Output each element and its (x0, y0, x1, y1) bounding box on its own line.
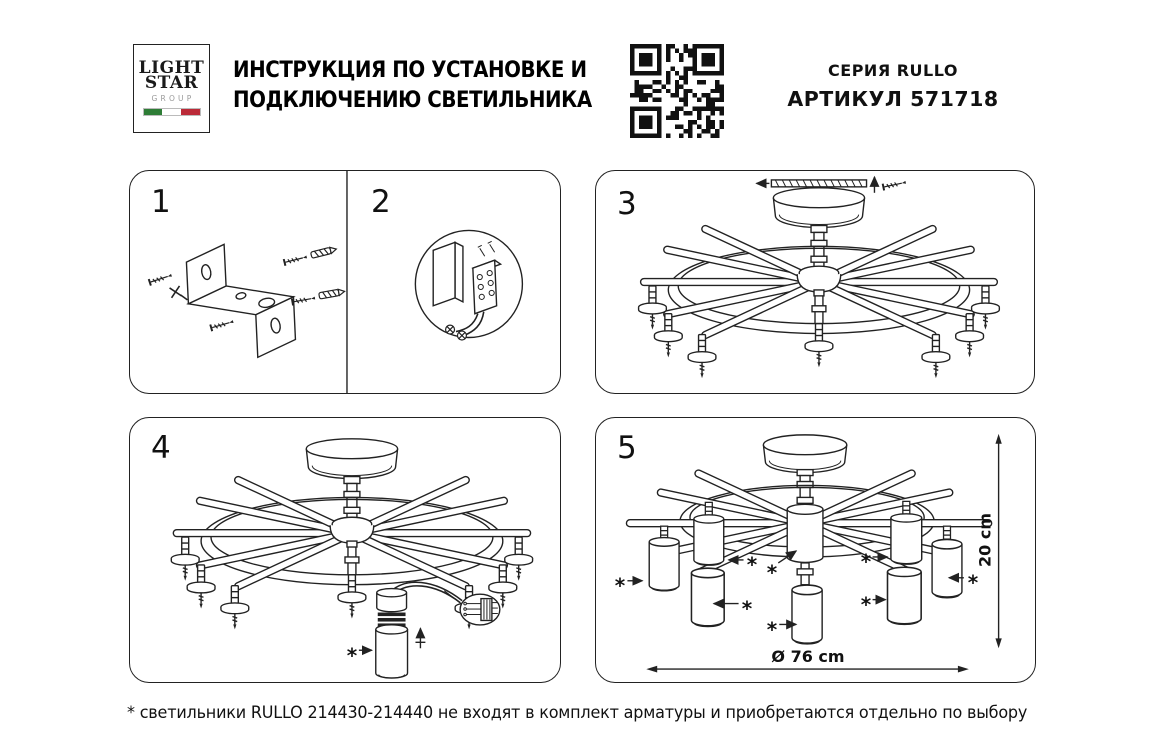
screw-icon (883, 179, 907, 191)
connector-detail (444, 591, 500, 625)
logo-word-light: LIGHT (138, 58, 205, 78)
asterisk-marker: * (346, 643, 358, 668)
page-title (233, 56, 592, 116)
step-number-5: 5 (617, 430, 637, 466)
asterisk-marker: * (766, 617, 778, 642)
title-line-1: ИНСТРУКЦИЯ ПО УСТАНОВКЕ И (233, 58, 587, 83)
step-number-1: 1 (151, 184, 171, 220)
diameter-dimension-label: Ø 76 cm (771, 647, 845, 666)
logo-word-star: STAR (144, 73, 199, 93)
step-panel-4 (129, 417, 561, 683)
detail-circle (415, 230, 522, 337)
asterisk-marker: * (766, 560, 778, 585)
final-assembly-diagram (596, 418, 1035, 682)
step-panel-3 (595, 170, 1035, 394)
footnote: * светильники RULLO 214430-214440 не входят в комплект арматуры и приобретаются отдельно по выбору (127, 703, 1028, 722)
asterisk-marker: * (746, 552, 758, 577)
step-number-3: 3 (617, 186, 637, 222)
step-number-2: 2 (371, 184, 391, 220)
wiring-detail-drawing (415, 230, 522, 340)
flag-red (181, 109, 200, 115)
step-number-4: 4 (151, 430, 171, 466)
canopy (306, 439, 397, 484)
canopy (773, 188, 864, 233)
canopy (763, 435, 846, 476)
asterisk-marker: * (741, 596, 753, 621)
flag-white (162, 109, 181, 115)
screw-cross-icon (170, 286, 188, 300)
flag-green (144, 109, 163, 115)
qr-code-icon (630, 44, 724, 138)
article-label: АРТИКУЛ 571718 (787, 87, 999, 111)
asterisk-marker: * (860, 549, 872, 574)
product-info (780, 61, 1006, 111)
step-panel-1-2 (129, 170, 561, 394)
center-pendant (812, 296, 826, 324)
insert-arrow-icon (415, 628, 425, 648)
asterisk-marker: * (967, 570, 979, 595)
step-panel-5 (595, 417, 1036, 683)
title-line-2: ПОДКЛЮЧЕНИЮ СВЕТИЛЬНИКА (233, 88, 592, 113)
center-body (787, 504, 823, 584)
italian-flag-bar (143, 108, 201, 116)
height-dimension-label: 20 cm (975, 513, 995, 567)
asterisk-marker: * (614, 573, 626, 598)
series-label: СЕРИЯ RULLO (828, 61, 958, 80)
asterisk-marker: * (860, 592, 872, 617)
lamp-assembly (359, 582, 462, 678)
center-pendant (345, 547, 359, 575)
logo-word-group: GROUP (151, 94, 195, 103)
frame-mounting-diagram (596, 171, 1034, 393)
lamp-attachment-diagram (130, 418, 560, 682)
lightstar-logo (133, 44, 210, 133)
lamp-cylinder (376, 629, 408, 678)
mounting-bracket-drawing (149, 244, 345, 357)
bracket-and-wiring-diagram (130, 171, 560, 393)
terminal-block (473, 260, 497, 314)
